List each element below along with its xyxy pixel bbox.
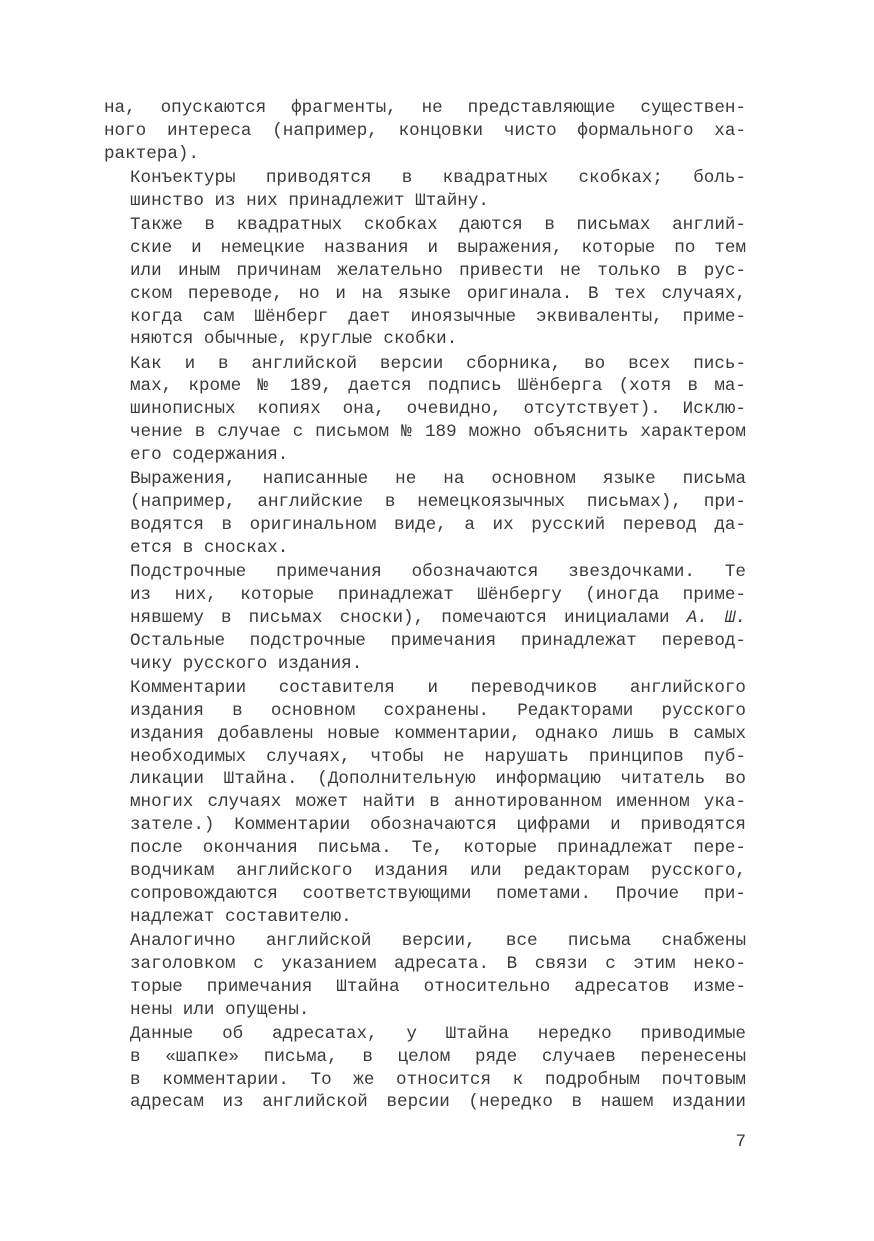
text-line-with-initials	[104, 607, 746, 630]
paragraph-foreign-expressions	[104, 468, 746, 560]
text-line: ликации Штайна. (Дополнительную информацию читатель во	[130, 769, 746, 790]
paragraph-signature	[104, 353, 746, 468]
paragraph-square-brackets	[104, 214, 746, 351]
text-line: Как и в английской версии сборника, во всех пись-	[130, 353, 746, 374]
text-line: водятся в оригинальном виде, а их русский перевод да-	[130, 515, 746, 536]
text-line: адресам из английской версии (нередко в нашем издании	[130, 1092, 746, 1113]
text-line: в комментарии. То же относится к подробным почтовым	[130, 1069, 746, 1090]
text-line: Данные об адресатах, у Штайна нередко приводимые	[130, 1023, 746, 1044]
text-line: на, опускаются фрагменты, не представляющие существен-	[104, 98, 746, 118]
text-line: когда сам Шёнберг дает иноязычные эквиваленты, приме-	[130, 306, 746, 327]
text-line: ного интереса (например, концовки чисто формального ха-	[104, 120, 746, 141]
text-line: в «шапке» письма, в целом ряде случаев перенесены	[130, 1046, 746, 1067]
text-line: рактера).	[104, 143, 200, 164]
paragraph-footnotes	[104, 561, 746, 676]
text-line: многих случаях может найти в аннотированном именном ука-	[130, 792, 746, 813]
text-line: водчикам английского издания или редакторам русского,	[130, 861, 746, 882]
text-line-segment: нявшему в письмах сноски), помечаются инициалами	[130, 607, 687, 628]
text-line: Подстрочные примечания обозначаются звездочками. Те	[130, 562, 746, 583]
paragraph-commentary	[104, 677, 746, 929]
text-line: Выражения, написанные не на основном языке письма	[130, 469, 746, 490]
text-line: мах, кроме № 189, дается подпись Шёнберга (хотя в ма-	[130, 376, 746, 397]
text-line: няются обычные, круглые скобки.	[130, 329, 458, 350]
page-number: 7	[735, 1132, 746, 1152]
text-line: нены или опущены.	[130, 999, 310, 1020]
text-line: чику русского издания.	[130, 653, 363, 674]
text-line: зателе.) Комментарии обозначаются цифрами и приводятся	[130, 815, 746, 836]
text-line: Конъектуры приводятся в квадратных скобках; боль-	[130, 167, 746, 188]
text-line: ется в сносках.	[130, 537, 289, 558]
paragraph-continuation	[104, 97, 746, 166]
paragraph-addressees	[104, 1023, 746, 1115]
text-line: надлежат составителю.	[130, 906, 352, 927]
text-line: Остальные подстрочные примечания принадлежат перевод-	[130, 630, 746, 651]
text-line: Комментарии составителя и переводчиков английского	[130, 677, 746, 698]
text-line: издания в основном сохранены. Редакторами русского	[130, 700, 746, 721]
text-line: необходимых случаях, чтобы не нарушать принципов пуб-	[130, 746, 746, 767]
document-page	[104, 97, 746, 1116]
text-line: Также в квадратных скобках даются в письмах англий-	[130, 214, 746, 235]
text-line: заголовком с указанием адресата. В связи с этим неко-	[130, 953, 746, 974]
text-line: чение в случае с письмом № 189 можно объяснить характером	[130, 422, 746, 443]
text-line: шинство из них принадлежит Штайну.	[130, 190, 489, 211]
text-line: из них, которые принадлежат Шёнбергу (иногда приме-	[130, 584, 746, 605]
text-line: (например, английские в немецкоязычных письмах), при-	[130, 492, 746, 513]
text-line: сопровождаются соответствующими пометами. Прочие при-	[130, 883, 746, 904]
text-line: торые примечания Штайна относительно адресатов изме-	[130, 976, 746, 997]
text-line: ские и немецкие названия и выражения, которые по тем	[130, 237, 746, 258]
text-line: после окончания письма. Те, которые принадлежат пере-	[130, 838, 746, 859]
text-line: или иным причинам желательно привести не только в рус-	[130, 260, 746, 281]
text-line: издания добавлены новые комментарии, однако лишь в самых	[130, 723, 746, 744]
initials: А. Ш.	[686, 607, 746, 628]
text-line: Аналогично английской версии, все письма снабжены	[130, 930, 746, 951]
text-line: шинописных копиях она, очевидно, отсутствует). Исклю-	[130, 399, 746, 420]
paragraph-conjectures	[104, 167, 746, 213]
paragraph-headings	[104, 930, 746, 1022]
text-line: ском переводе, но и на языке оригинала. В тех случаях,	[130, 283, 746, 304]
text-line: его содержания.	[130, 445, 289, 466]
